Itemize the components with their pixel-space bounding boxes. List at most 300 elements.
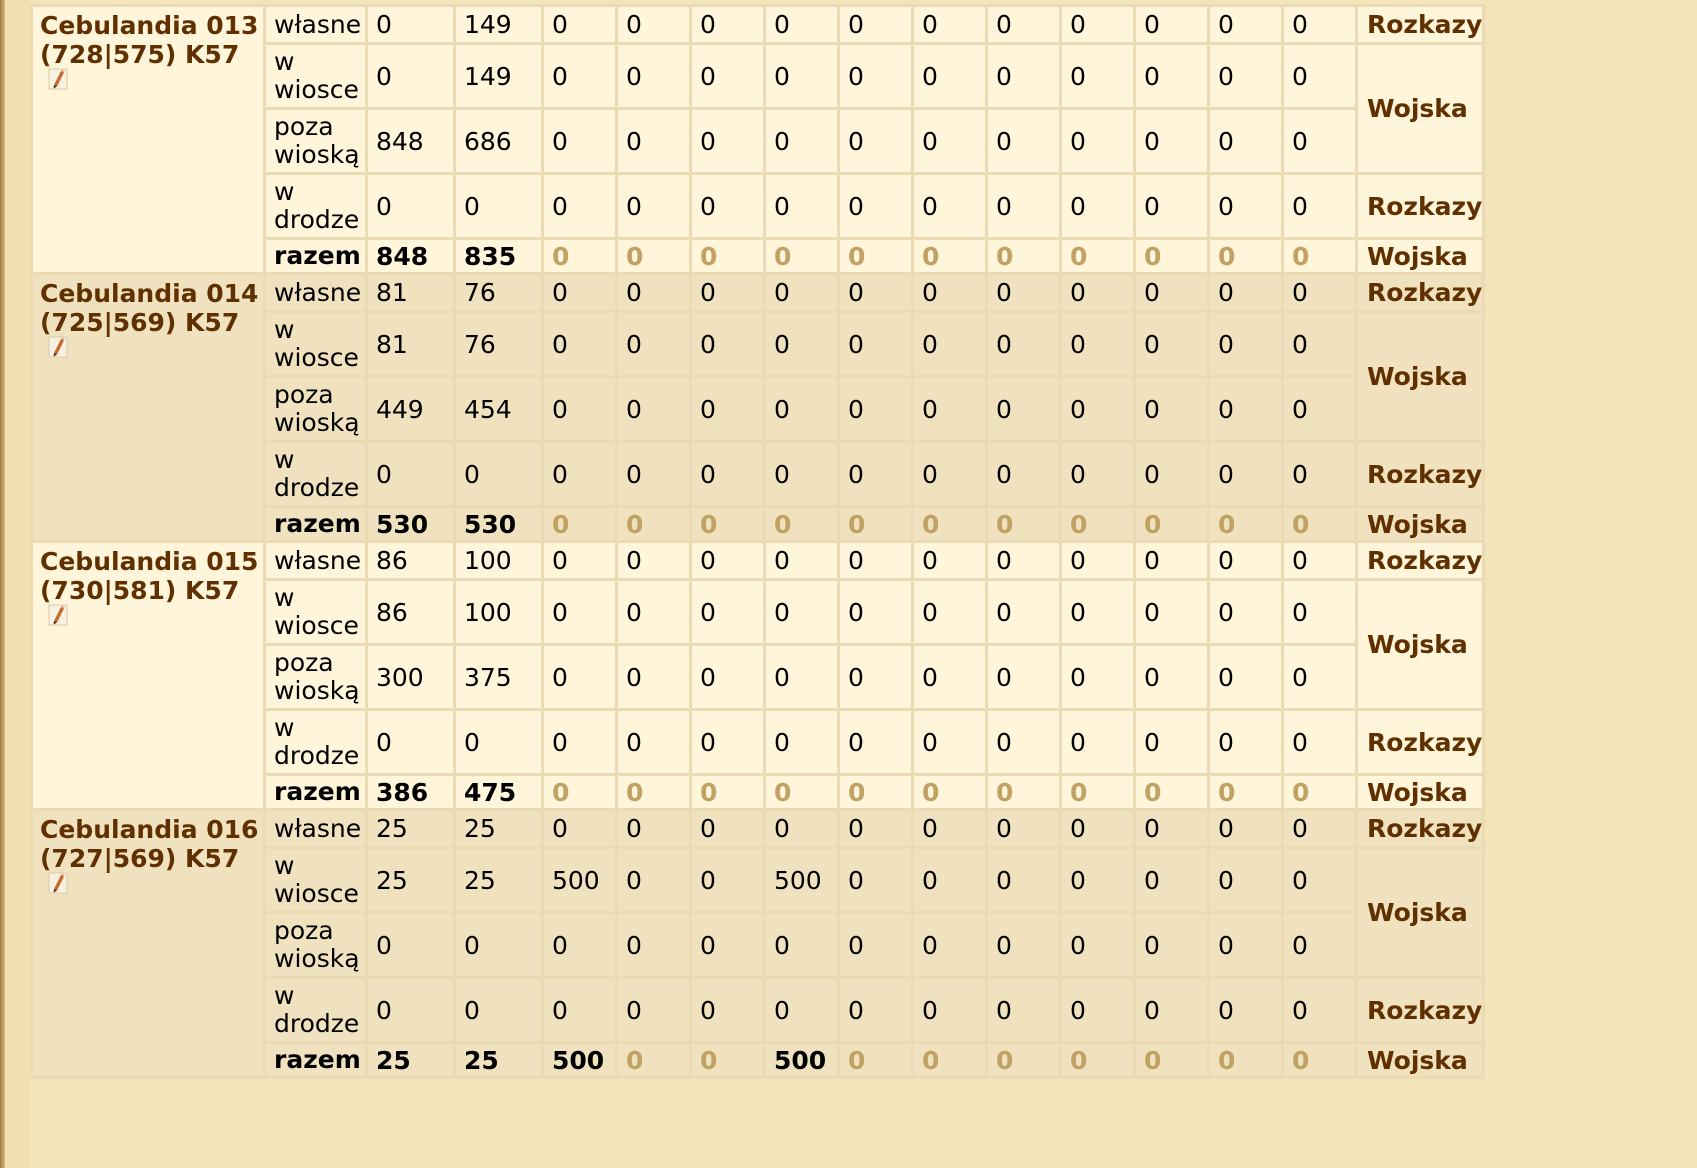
unit-count-cell: 0 <box>914 776 985 808</box>
row-type-label: w drodze <box>266 175 365 237</box>
village-link[interactable] <box>40 11 263 69</box>
unit-count-cell: 530 <box>368 508 453 540</box>
row-type-label: w wiosce <box>266 45 365 107</box>
unit-count-cell: 0 <box>544 811 615 846</box>
unit-count-cell: 0 <box>1210 776 1281 808</box>
unit-count-cell: 0 <box>988 581 1059 643</box>
row-type-label: razem <box>266 776 365 808</box>
village-cell <box>33 811 263 1076</box>
unit-count-cell: 0 <box>840 7 911 42</box>
unit-count-cell: 0 <box>1136 914 1207 976</box>
row-type-label: własne <box>266 543 365 578</box>
unit-count-cell: 500 <box>766 1044 837 1076</box>
unit-count-cell: 25 <box>456 1044 541 1076</box>
unit-count-cell: 0 <box>368 979 453 1041</box>
orders-link[interactable]: Rozkazy <box>1358 175 1482 237</box>
unit-count-cell: 0 <box>1062 378 1133 440</box>
unit-count-cell: 0 <box>914 581 985 643</box>
unit-count-cell: 0 <box>988 979 1059 1041</box>
unit-count-cell: 149 <box>456 7 541 42</box>
village-cell <box>33 275 263 540</box>
unit-count-cell: 0 <box>1284 979 1355 1041</box>
unit-count-cell: 0 <box>456 914 541 976</box>
unit-count-cell: 0 <box>766 811 837 846</box>
unit-count-cell: 0 <box>766 45 837 107</box>
unit-count-cell: 386 <box>368 776 453 808</box>
rename-pencil-icon[interactable] <box>48 871 68 893</box>
unit-count-cell: 0 <box>1136 313 1207 375</box>
unit-count-cell: 0 <box>1284 7 1355 42</box>
row-type-label: razem <box>266 508 365 540</box>
unit-count-cell: 0 <box>840 1044 911 1076</box>
unit-count-cell: 0 <box>914 45 985 107</box>
unit-count-cell: 0 <box>544 175 615 237</box>
unit-count-cell: 0 <box>618 240 689 272</box>
unit-count-cell: 0 <box>692 508 763 540</box>
troops-link[interactable]: Wojska <box>1358 45 1482 172</box>
unit-count-cell: 0 <box>1136 811 1207 846</box>
unit-count-cell: 0 <box>914 240 985 272</box>
unit-count-cell: 0 <box>1210 914 1281 976</box>
unit-count-cell: 0 <box>766 313 837 375</box>
unit-count-cell: 81 <box>368 313 453 375</box>
unit-count-cell: 0 <box>988 1044 1059 1076</box>
units-overview-table <box>30 4 1485 1079</box>
unit-count-cell: 0 <box>692 849 763 911</box>
unit-count-cell: 0 <box>1062 543 1133 578</box>
unit-count-cell: 0 <box>544 45 615 107</box>
unit-count-cell: 0 <box>692 275 763 310</box>
row-type-label: w drodze <box>266 711 365 773</box>
unit-count-cell: 0 <box>618 581 689 643</box>
village-name[interactable]: Cebulandia 014 <box>40 279 259 308</box>
unit-count-cell: 0 <box>988 811 1059 846</box>
rename-pencil-icon[interactable] <box>48 603 68 625</box>
unit-count-cell: 0 <box>840 313 911 375</box>
unit-count-cell: 454 <box>456 378 541 440</box>
unit-count-cell: 0 <box>766 275 837 310</box>
unit-count-cell: 0 <box>1136 275 1207 310</box>
unit-count-cell: 0 <box>840 275 911 310</box>
unit-count-cell: 0 <box>988 711 1059 773</box>
unit-count-cell: 0 <box>840 711 911 773</box>
unit-count-cell: 375 <box>456 646 541 708</box>
unit-count-cell: 0 <box>1210 1044 1281 1076</box>
unit-count-cell: 0 <box>1062 914 1133 976</box>
unit-count-cell: 0 <box>1062 1044 1133 1076</box>
unit-count-cell: 0 <box>1210 275 1281 310</box>
rename-pencil-icon[interactable] <box>48 335 68 357</box>
unit-count-cell: 0 <box>766 979 837 1041</box>
unit-count-cell: 0 <box>988 776 1059 808</box>
unit-count-cell: 0 <box>840 979 911 1041</box>
unit-count-cell: 0 <box>988 110 1059 172</box>
unit-count-cell: 0 <box>1062 849 1133 911</box>
unit-count-cell: 0 <box>1210 110 1281 172</box>
unit-count-cell: 0 <box>1210 508 1281 540</box>
unit-count-cell: 0 <box>914 110 985 172</box>
unit-count-cell: 0 <box>1062 979 1133 1041</box>
unit-count-cell: 0 <box>914 711 985 773</box>
village-name[interactable]: Cebulandia 016 <box>40 815 259 844</box>
orders-link[interactable]: Rozkazy <box>1358 711 1482 773</box>
unit-count-cell: 848 <box>368 110 453 172</box>
unit-count-cell: 0 <box>1136 849 1207 911</box>
unit-count-cell: 0 <box>1062 275 1133 310</box>
unit-count-cell: 0 <box>618 914 689 976</box>
unit-count-cell: 686 <box>456 110 541 172</box>
unit-count-cell: 0 <box>988 45 1059 107</box>
troops-link[interactable]: Wojska <box>1358 508 1482 540</box>
unit-count-cell: 0 <box>618 110 689 172</box>
unit-count-cell: 76 <box>456 275 541 310</box>
unit-count-cell: 0 <box>692 443 763 505</box>
troops-link[interactable]: Wojska <box>1358 581 1482 708</box>
unit-count-cell: 0 <box>618 776 689 808</box>
village-coords[interactable]: (730|581) K57 <box>40 576 240 605</box>
unit-count-cell: 0 <box>1284 914 1355 976</box>
unit-count-cell: 0 <box>914 849 985 911</box>
unit-count-cell: 0 <box>1210 581 1281 643</box>
unit-count-cell: 0 <box>840 110 911 172</box>
village-coords[interactable]: (727|569) K57 <box>40 844 240 873</box>
unit-count-cell: 0 <box>1136 443 1207 505</box>
unit-count-cell: 0 <box>368 175 453 237</box>
unit-count-cell: 0 <box>1062 175 1133 237</box>
village-row-own <box>33 811 1482 846</box>
unit-count-cell: 0 <box>1210 240 1281 272</box>
unit-count-cell: 0 <box>1062 711 1133 773</box>
unit-count-cell: 0 <box>840 508 911 540</box>
row-type-label: poza wioską <box>266 914 365 976</box>
unit-count-cell: 0 <box>988 443 1059 505</box>
unit-count-cell: 0 <box>914 646 985 708</box>
unit-count-cell: 0 <box>840 581 911 643</box>
unit-count-cell: 0 <box>1136 581 1207 643</box>
unit-count-cell: 0 <box>692 646 763 708</box>
unit-count-cell: 0 <box>618 7 689 42</box>
row-type-label: własne <box>266 811 365 846</box>
unit-count-cell: 0 <box>1284 811 1355 846</box>
unit-count-cell: 100 <box>456 543 541 578</box>
village-row-own <box>33 7 1482 42</box>
unit-count-cell: 0 <box>618 543 689 578</box>
village-link[interactable] <box>40 815 263 873</box>
village-row-own <box>33 543 1482 578</box>
unit-count-cell: 0 <box>840 914 911 976</box>
unit-count-cell: 0 <box>766 175 837 237</box>
unit-count-cell: 0 <box>914 175 985 237</box>
orders-link[interactable]: Rozkazy <box>1358 543 1482 578</box>
unit-count-cell: 0 <box>988 914 1059 976</box>
unit-count-cell: 0 <box>1136 1044 1207 1076</box>
unit-count-cell: 0 <box>1284 240 1355 272</box>
unit-count-cell: 0 <box>368 711 453 773</box>
unit-count-cell: 0 <box>1284 776 1355 808</box>
unit-count-cell: 0 <box>1284 543 1355 578</box>
village-name[interactable]: Cebulandia 013 <box>40 11 259 40</box>
unit-count-cell: 0 <box>840 776 911 808</box>
unit-count-cell: 0 <box>618 275 689 310</box>
rename-pencil-icon[interactable] <box>48 67 68 89</box>
unit-count-cell: 0 <box>1210 313 1281 375</box>
unit-count-cell: 0 <box>914 979 985 1041</box>
unit-count-cell: 86 <box>368 543 453 578</box>
unit-count-cell: 0 <box>618 508 689 540</box>
row-type-label: własne <box>266 7 365 42</box>
unit-count-cell: 0 <box>1062 811 1133 846</box>
unit-count-cell: 149 <box>456 45 541 107</box>
unit-count-cell: 0 <box>1062 7 1133 42</box>
row-type-label: razem <box>266 1044 365 1076</box>
orders-link[interactable]: Rozkazy <box>1358 811 1482 846</box>
unit-count-cell: 0 <box>544 7 615 42</box>
unit-count-cell: 0 <box>766 776 837 808</box>
unit-count-cell: 0 <box>618 378 689 440</box>
village-link[interactable] <box>40 547 263 605</box>
unit-count-cell: 0 <box>766 711 837 773</box>
unit-count-cell: 0 <box>1136 110 1207 172</box>
row-type-label: poza wioską <box>266 378 365 440</box>
orders-link[interactable]: Rozkazy <box>1358 7 1482 42</box>
unit-count-cell: 0 <box>1284 443 1355 505</box>
unit-count-cell: 0 <box>692 45 763 107</box>
row-type-label: w wiosce <box>266 581 365 643</box>
unit-count-cell: 0 <box>544 378 615 440</box>
unit-count-cell: 0 <box>1284 646 1355 708</box>
unit-count-cell: 0 <box>618 811 689 846</box>
unit-count-cell: 0 <box>1136 543 1207 578</box>
unit-count-cell: 100 <box>456 581 541 643</box>
unit-count-cell: 0 <box>692 110 763 172</box>
unit-count-cell: 0 <box>1062 110 1133 172</box>
unit-count-cell: 0 <box>456 979 541 1041</box>
unit-count-cell: 0 <box>1062 45 1133 107</box>
orders-link[interactable]: Rozkazy <box>1358 979 1482 1041</box>
unit-count-cell: 0 <box>692 543 763 578</box>
unit-count-cell: 0 <box>1136 240 1207 272</box>
unit-count-cell: 0 <box>1210 849 1281 911</box>
unit-count-cell: 0 <box>988 378 1059 440</box>
unit-count-cell: 0 <box>1284 711 1355 773</box>
unit-count-cell: 0 <box>692 175 763 237</box>
unit-count-cell: 0 <box>1062 443 1133 505</box>
orders-link[interactable]: Rozkazy <box>1358 443 1482 505</box>
unit-count-cell: 0 <box>618 711 689 773</box>
unit-count-cell: 0 <box>840 849 911 911</box>
unit-count-cell: 0 <box>368 7 453 42</box>
unit-count-cell: 0 <box>914 313 985 375</box>
unit-count-cell: 0 <box>1136 7 1207 42</box>
row-type-label: w drodze <box>266 979 365 1041</box>
unit-count-cell: 0 <box>368 443 453 505</box>
unit-count-cell: 0 <box>1210 45 1281 107</box>
unit-count-cell: 0 <box>1062 776 1133 808</box>
unit-count-cell: 0 <box>544 979 615 1041</box>
troops-link[interactable]: Wojska <box>1358 1044 1482 1076</box>
unit-count-cell: 0 <box>766 7 837 42</box>
village-coords[interactable]: (725|569) K57 <box>40 308 240 337</box>
village-cell <box>33 7 263 272</box>
unit-count-cell: 0 <box>1136 646 1207 708</box>
unit-count-cell: 0 <box>1210 543 1281 578</box>
unit-count-cell: 0 <box>840 175 911 237</box>
unit-count-cell: 0 <box>456 711 541 773</box>
unit-count-cell: 0 <box>840 240 911 272</box>
unit-count-cell: 0 <box>1210 711 1281 773</box>
troops-link[interactable]: Wojska <box>1358 240 1482 272</box>
row-type-label: poza wioską <box>266 110 365 172</box>
unit-count-cell: 0 <box>544 508 615 540</box>
unit-count-cell: 0 <box>766 378 837 440</box>
row-type-label: poza wioską <box>266 646 365 708</box>
troops-link[interactable]: Wojska <box>1358 313 1482 440</box>
unit-count-cell: 0 <box>544 914 615 976</box>
unit-count-cell: 0 <box>692 811 763 846</box>
unit-count-cell: 0 <box>988 543 1059 578</box>
unit-count-cell: 0 <box>914 275 985 310</box>
village-cell <box>33 543 263 808</box>
unit-count-cell: 835 <box>456 240 541 272</box>
unit-count-cell: 0 <box>1284 275 1355 310</box>
unit-count-cell: 0 <box>766 443 837 505</box>
orders-link[interactable]: Rozkazy <box>1358 275 1482 310</box>
unit-count-cell: 0 <box>692 914 763 976</box>
unit-count-cell: 0 <box>914 508 985 540</box>
unit-count-cell: 530 <box>456 508 541 540</box>
unit-count-cell: 0 <box>766 110 837 172</box>
unit-count-cell: 25 <box>368 811 453 846</box>
unit-count-cell: 0 <box>840 443 911 505</box>
village-link[interactable] <box>40 279 263 337</box>
unit-count-cell: 0 <box>766 914 837 976</box>
unit-count-cell: 25 <box>456 849 541 911</box>
unit-count-cell: 848 <box>368 240 453 272</box>
unit-count-cell: 0 <box>692 979 763 1041</box>
unit-count-cell: 0 <box>544 110 615 172</box>
unit-count-cell: 0 <box>692 1044 763 1076</box>
village-coords[interactable]: (728|575) K57 <box>40 40 240 69</box>
unit-count-cell: 0 <box>766 240 837 272</box>
unit-count-cell: 0 <box>1062 313 1133 375</box>
unit-count-cell: 0 <box>692 776 763 808</box>
unit-count-cell: 0 <box>914 443 985 505</box>
unit-count-cell: 0 <box>1284 175 1355 237</box>
unit-count-cell: 25 <box>368 849 453 911</box>
unit-count-cell: 0 <box>1062 581 1133 643</box>
troops-link[interactable]: Wojska <box>1358 776 1482 808</box>
unit-count-cell: 0 <box>988 849 1059 911</box>
unit-count-cell: 0 <box>914 914 985 976</box>
unit-count-cell: 0 <box>1284 378 1355 440</box>
unit-count-cell: 0 <box>988 7 1059 42</box>
unit-count-cell: 76 <box>456 313 541 375</box>
unit-count-cell: 0 <box>1210 979 1281 1041</box>
unit-count-cell: 0 <box>1284 849 1355 911</box>
unit-count-cell: 0 <box>1136 711 1207 773</box>
unit-count-cell: 0 <box>988 646 1059 708</box>
unit-count-cell: 0 <box>1136 175 1207 237</box>
unit-count-cell: 0 <box>1284 1044 1355 1076</box>
unit-count-cell: 0 <box>544 776 615 808</box>
row-type-label: w wiosce <box>266 849 365 911</box>
unit-count-cell: 0 <box>766 646 837 708</box>
unit-count-cell: 0 <box>840 543 911 578</box>
unit-count-cell: 0 <box>840 378 911 440</box>
unit-count-cell: 0 <box>1210 378 1281 440</box>
unit-count-cell: 0 <box>1284 508 1355 540</box>
village-name[interactable]: Cebulandia 015 <box>40 547 259 576</box>
unit-count-cell: 0 <box>692 581 763 643</box>
unit-count-cell: 0 <box>988 313 1059 375</box>
left-frame-padding <box>5 0 30 1168</box>
unit-count-cell: 500 <box>544 849 615 911</box>
unit-count-cell: 0 <box>1136 45 1207 107</box>
troops-link[interactable]: Wojska <box>1358 849 1482 976</box>
unit-count-cell: 0 <box>1284 313 1355 375</box>
unit-count-cell: 0 <box>766 508 837 540</box>
unit-count-cell: 0 <box>544 275 615 310</box>
unit-count-cell: 0 <box>1284 581 1355 643</box>
unit-count-cell: 0 <box>692 7 763 42</box>
unit-count-cell: 0 <box>988 508 1059 540</box>
unit-count-cell: 300 <box>368 646 453 708</box>
row-type-label: własne <box>266 275 365 310</box>
unit-count-cell: 0 <box>618 979 689 1041</box>
unit-count-cell: 0 <box>1284 110 1355 172</box>
unit-count-cell: 86 <box>368 581 453 643</box>
unit-count-cell: 0 <box>544 581 615 643</box>
unit-count-cell: 0 <box>618 1044 689 1076</box>
unit-count-cell: 0 <box>1136 508 1207 540</box>
unit-count-cell: 500 <box>766 849 837 911</box>
unit-count-cell: 0 <box>618 443 689 505</box>
unit-count-cell: 0 <box>368 45 453 107</box>
unit-count-cell: 0 <box>544 443 615 505</box>
unit-count-cell: 0 <box>840 45 911 107</box>
unit-count-cell: 0 <box>988 240 1059 272</box>
unit-count-cell: 0 <box>914 378 985 440</box>
unit-count-cell: 0 <box>988 275 1059 310</box>
unit-count-cell: 0 <box>1136 979 1207 1041</box>
unit-count-cell: 0 <box>914 1044 985 1076</box>
unit-count-cell: 0 <box>1062 508 1133 540</box>
unit-count-cell: 0 <box>1136 378 1207 440</box>
unit-count-cell: 0 <box>692 240 763 272</box>
unit-count-cell: 0 <box>766 581 837 643</box>
unit-count-cell: 475 <box>456 776 541 808</box>
unit-count-cell: 0 <box>618 849 689 911</box>
village-row-own <box>33 275 1482 310</box>
unit-count-cell: 500 <box>544 1044 615 1076</box>
unit-count-cell: 0 <box>1284 45 1355 107</box>
unit-count-cell: 449 <box>368 378 453 440</box>
unit-count-cell: 0 <box>1136 776 1207 808</box>
row-type-label: w drodze <box>266 443 365 505</box>
unit-count-cell: 0 <box>1062 240 1133 272</box>
unit-count-cell: 0 <box>1210 443 1281 505</box>
row-type-label: w wiosce <box>266 313 365 375</box>
unit-count-cell: 0 <box>988 175 1059 237</box>
unit-count-cell: 0 <box>1210 646 1281 708</box>
unit-count-cell: 0 <box>456 175 541 237</box>
row-type-label: razem <box>266 240 365 272</box>
unit-count-cell: 0 <box>692 313 763 375</box>
unit-count-cell: 0 <box>766 543 837 578</box>
unit-count-cell: 0 <box>544 313 615 375</box>
unit-count-cell: 25 <box>456 811 541 846</box>
unit-count-cell: 0 <box>456 443 541 505</box>
